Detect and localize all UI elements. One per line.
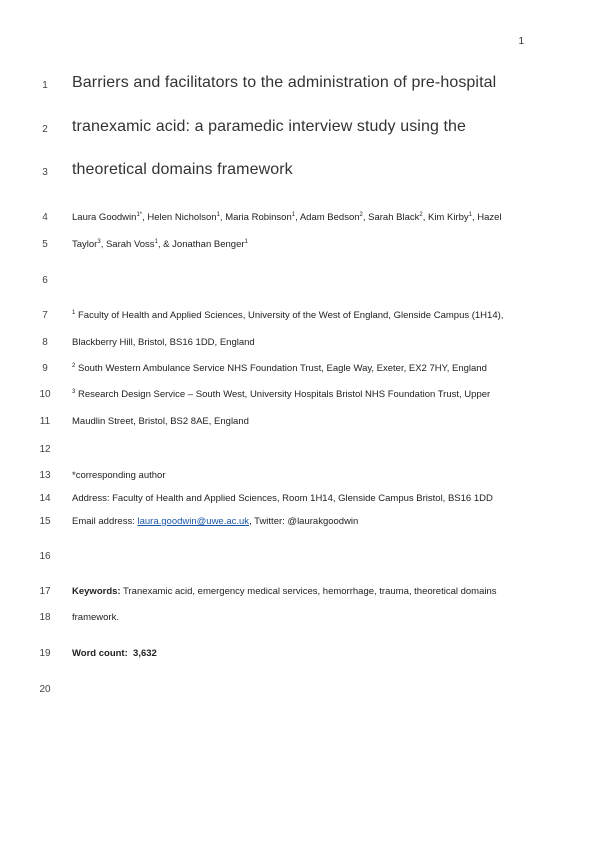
authors-line-1	[72, 212, 502, 223]
line-number: 19	[39, 648, 51, 659]
affiliation-text: South Western Ambulance Service NHS Foundation Trust, Eagle Way, Exeter, EX2 7HY, England	[75, 363, 487, 374]
affiliation-mark: 2	[72, 362, 76, 369]
corresponding-address: Address: Faculty of Health and Applied Sciences, Room 1H14, Glenside Campus Bristol, BS16 1DD	[72, 493, 493, 504]
author-affiliation-mark: 1	[291, 211, 296, 218]
page-number: 1	[518, 36, 524, 47]
keywords-text: Tranexamic acid, emergency medical services, hemorrhage, trauma, theoretical domains	[120, 586, 497, 597]
line-number: 5	[42, 239, 48, 250]
word-count-value: 3,632	[127, 648, 157, 659]
title-line-1: Barriers and facilitators to the administration of pre-hospital	[72, 74, 497, 91]
author-name: Laura Goodwin	[72, 212, 137, 223]
line-number: 7	[42, 310, 48, 321]
line-number: 9	[42, 363, 48, 374]
line-number: 17	[39, 586, 51, 597]
line-number: 4	[42, 212, 48, 223]
affiliation-1-line-1	[72, 310, 503, 321]
affiliation-1-line-2: Blackberry Hill, Bristol, BS16 1DD, England	[72, 337, 255, 348]
author-affiliation-mark: 2	[419, 211, 423, 218]
title-line-2: tranexamic acid: a paramedic interview study using the	[72, 118, 467, 135]
affiliation-3-line-2: Maudlin Street, Bristol, BS2 8AE, England	[72, 416, 249, 427]
author-name: Taylor	[72, 239, 98, 250]
email-link[interactable]: laura.goodwin@uwe.ac.uk	[137, 516, 250, 527]
line-number: 20	[39, 684, 51, 695]
author-name: , Hazel	[471, 212, 502, 223]
author-name: , Sarah Voss	[100, 239, 155, 250]
keywords-label: Keywords:	[72, 586, 121, 597]
line-number: 6	[42, 275, 48, 286]
author-affiliation-mark: 1	[244, 238, 248, 245]
author-affiliation-mark: 1*	[136, 211, 143, 218]
line-number: 16	[39, 551, 51, 562]
line-number: 1	[42, 80, 48, 91]
affiliation-mark: 3	[72, 388, 76, 395]
twitter-handle: , Twitter: @laurakgoodwin	[249, 516, 359, 527]
line-number: 2	[42, 124, 48, 135]
affiliation-3-line-1	[72, 389, 490, 400]
author-affiliation-mark: 1	[154, 238, 158, 245]
email-label: Email address:	[72, 516, 138, 527]
line-number: 8	[42, 337, 48, 348]
author-name: , Sarah Black	[362, 212, 420, 223]
line-number: 14	[39, 493, 51, 504]
line-number: 15	[39, 516, 51, 527]
authors-line-2	[72, 239, 248, 250]
keywords-line-2: framework.	[72, 612, 119, 623]
line-number: 11	[39, 416, 51, 427]
word-count-line	[72, 648, 157, 659]
author-affiliation-mark: 3	[97, 238, 101, 245]
author-name: , Maria Robinson	[219, 212, 292, 223]
line-number: 18	[39, 612, 51, 623]
affiliation-2-line-1	[72, 363, 487, 374]
author-affiliation-mark: 2	[359, 211, 363, 218]
title-line-3: theoretical domains framework	[72, 161, 293, 178]
line-number: 10	[39, 389, 51, 400]
affiliation-text: Faculty of Health and Applied Sciences, University of the West of England, Glenside Campus (1H14),	[75, 310, 504, 321]
word-count-label: Word count:	[72, 648, 128, 659]
keywords-line-1	[72, 586, 497, 597]
author-name: , Kim Kirby	[422, 212, 469, 223]
line-number: 12	[39, 444, 51, 455]
corresponding-author-note: *corresponding author	[72, 470, 166, 481]
author-name: , & Jonathan Benger	[157, 239, 245, 250]
line-number: 3	[42, 167, 48, 178]
author-affiliation-mark: 1	[216, 211, 220, 218]
contact-line	[72, 516, 358, 527]
author-name: , Adam Bedson	[295, 212, 360, 223]
affiliation-text: Research Design Service – South West, University Hospitals Bristol NHS Foundation Trust, Upper	[75, 389, 491, 400]
author-affiliation-mark: 1	[468, 211, 472, 218]
line-number: 13	[39, 470, 51, 481]
affiliation-mark: 1	[72, 309, 76, 316]
author-name: , Helen Nicholson	[142, 212, 217, 223]
